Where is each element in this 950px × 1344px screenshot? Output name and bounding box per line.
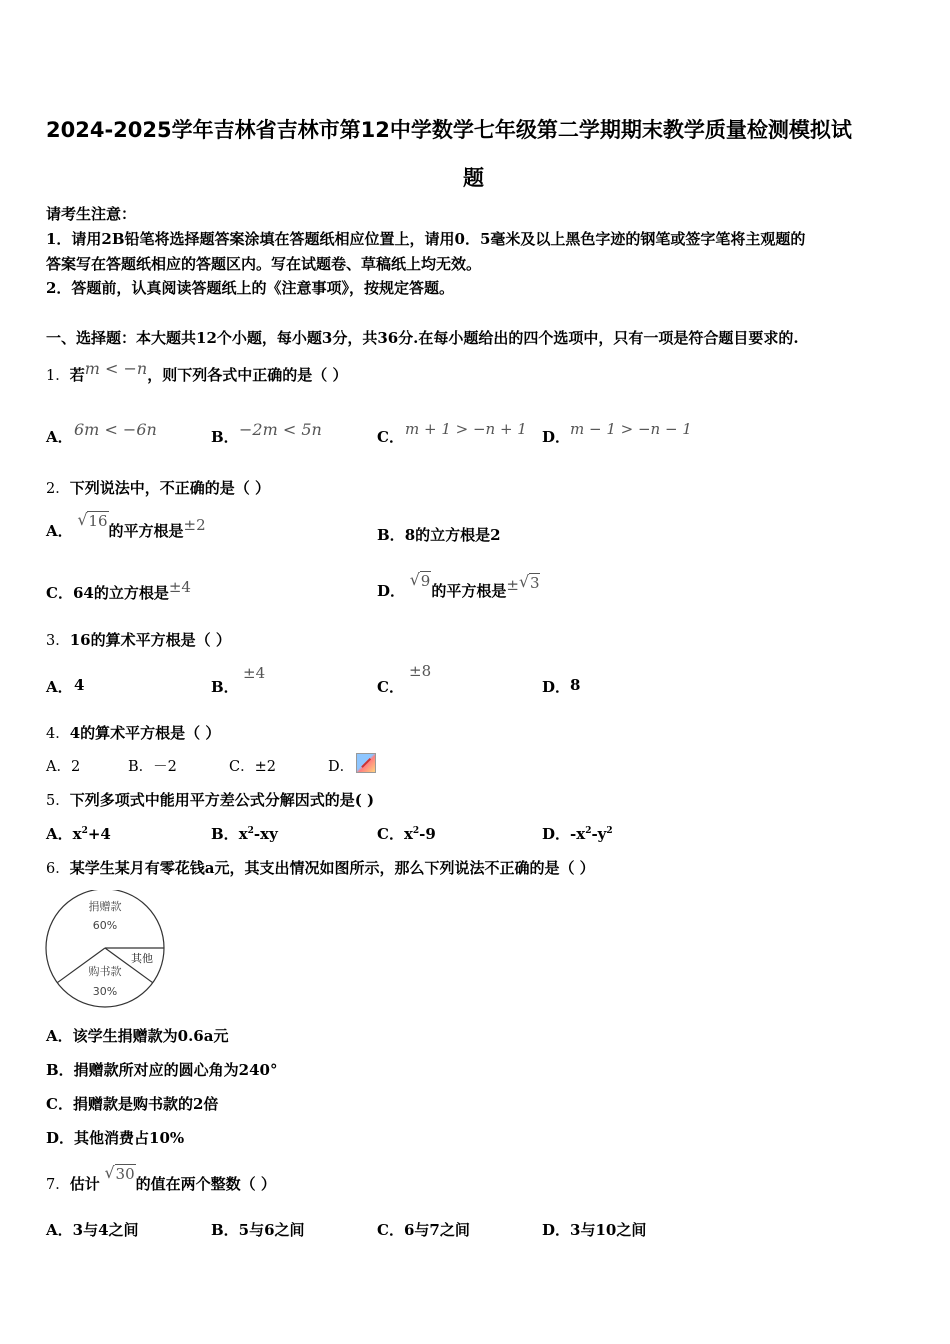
pie-value-donate: 60% (92, 919, 118, 932)
pie-label-donate: 捐赠款 (88, 900, 122, 913)
q5-option-a: A．$x^2+4$ (46, 825, 111, 843)
pie-label-other: 其他 (131, 952, 153, 965)
q6-option-a: A．该学生捐赠款为0.6a元 (46, 1027, 229, 1045)
q2-option-b: B．8的立方根是2 (377, 526, 501, 544)
q3-option-a: 4 (74, 676, 85, 694)
page-title-line1: 2024-2025学年吉林省吉林市第12中学数学七年级第二学期期末教学质量检测模拟试 (46, 118, 852, 142)
question-7-stem: 7．估计 √ 30的值在两个整数（ ） (46, 1163, 276, 1193)
notice-heading: 请考生注意： (46, 205, 137, 223)
q4-option-c: C．±2 (229, 759, 276, 775)
pie-chart (40, 890, 172, 1012)
q3-option-d: 8 (570, 676, 581, 694)
pie-value-books: 30% (92, 985, 118, 998)
q1-option-d: m − 1 > −n − 1 (570, 420, 692, 438)
q3-option-b-label: B． (211, 678, 239, 696)
q7-option-c: C．6与7之间 (377, 1221, 470, 1239)
q3-option-b: ±4 (243, 664, 266, 682)
question-2-stem: 2．下列说法中，不正确的是（ ） (46, 479, 270, 497)
question-1-stem: 1．若m < −n，则下列各式中正确的是（ ） (46, 359, 348, 384)
q5-option-d: D．$-x^2-y^2$ (542, 825, 613, 843)
q7-option-a: A．3与4之间 (46, 1221, 139, 1239)
q1-option-c: m + 1 > −n + 1 (405, 420, 527, 438)
q7-option-d: D．3与10之间 (542, 1221, 647, 1239)
q1-option-d-label: D． (542, 428, 571, 446)
q2-option-a: A． √ 16的平方根是±2 (46, 510, 206, 540)
q1-option-a-label: A． (46, 428, 73, 446)
question-number: 1． (46, 368, 70, 384)
math-expression: m < −n (84, 359, 148, 378)
q1-option-b: −2m < 5n (239, 420, 322, 439)
question-3-stem: 3．16的算术平方根是（ ） (46, 631, 231, 649)
question-4-stem: 4．4的算术平方根是（ ） (46, 724, 221, 742)
q4-option-d: D． (328, 759, 355, 775)
q1-option-a: 6m < −6n (74, 420, 157, 439)
q3-option-c: ±8 (409, 662, 432, 680)
q2-option-c: C．64的立方根是±4 (46, 578, 191, 602)
notice-item1-line2: 答案写在答题纸相应的答题区内。写在试题卷、草稿纸上均无效。 (46, 255, 482, 273)
pie-label-books: 购书款 (88, 965, 122, 978)
q3-option-d-label: D． (542, 678, 571, 696)
notice-item1-line1: 1．请用2B铅笔将选择题答案涂填在答题纸相应位置上，请用0．5毫米及以上黑色字迹的钢笔或签字笔将主观题的 (46, 230, 806, 248)
q3-option-c-label: C． (377, 678, 404, 696)
section-heading: 一、选择题：本大题共12个小题，每小题3分，共36分.在每小题给出的四个选项中，只有一项是符合题目要求的. (46, 329, 799, 347)
q4-option-b: B．－2 (128, 759, 177, 775)
broken-image-icon (356, 753, 376, 773)
notice-item2: 2．答题前，认真阅读答题纸上的《注意事项》，按规定答题。 (46, 279, 454, 297)
q1-option-b-label: B． (211, 428, 239, 446)
sqrt-expression: √ 3 (518, 572, 540, 592)
q6-option-d: D．其他消费占10% (46, 1129, 185, 1147)
q2-option-d: D． √ 9的平方根是± √ 3 (377, 570, 540, 600)
sqrt-expression: √ 30 (104, 1163, 135, 1183)
q3-option-a-label: A． (46, 678, 73, 696)
page-title-line2: 题 (463, 166, 484, 190)
question-5-stem: 5．下列多项式中能用平方差公式分解因式的是( ) (46, 791, 375, 809)
q7-option-b: B．5与6之间 (211, 1221, 305, 1239)
question-6-stem: 6．某学生某月有零花钱a元，其支出情况如图所示，那么下列说法不正确的是（ ） (46, 859, 595, 877)
q6-option-c: C．捐赠款是购书款的2倍 (46, 1095, 219, 1113)
q5-option-b: B．$x^2-xy$ (211, 825, 278, 843)
q5-option-c: C．$x^2-9$ (377, 825, 436, 843)
sqrt-expression: √ 16 (77, 510, 108, 530)
sqrt-expression: √ 9 (409, 570, 431, 590)
q6-option-b: B．捐赠款所对应的圆心角为240° (46, 1061, 278, 1079)
q1-option-c-label: C． (377, 428, 404, 446)
q4-option-a: A．2 (46, 759, 81, 775)
